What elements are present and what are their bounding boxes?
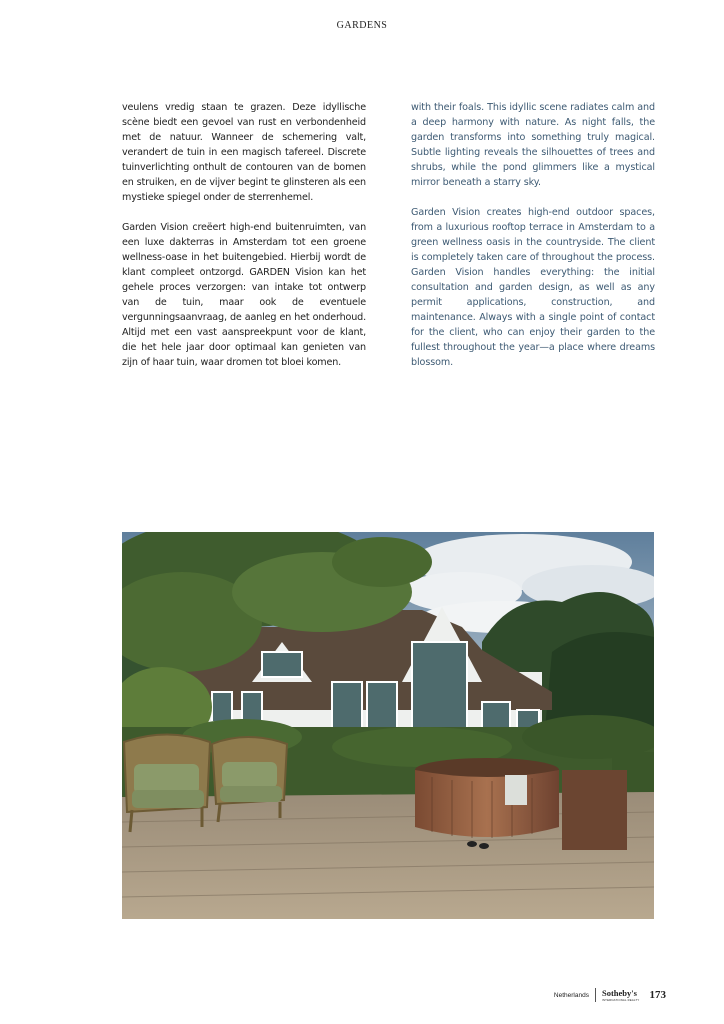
page-footer: [554, 988, 666, 1002]
english-text-column: [411, 100, 655, 385]
page-number: 173: [649, 989, 666, 1001]
dutch-paragraph-2: Garden Vision creëert high-end buitenruimten, van een luxe dakterras in Amsterdam tot een groene wellness-oase in het buitengebied. Hierbij wordt de klant compleet ontzorgd. GARDEN Vision kan het gehele proces verzorgen: van intake tot ontwerp van de tuin, maar ook de eventuele vergunningsaanvraag, de aanleg en het onderhoud. Altijd met een vast aanspreekpunt voor de klant, die het hele jaar door optimaal kan genieten van zijn of haar tuin, waar dromen tot bloei komen.: [122, 222, 366, 368]
brand-logo: [602, 989, 640, 1002]
footer-region: Netherlands: [553, 991, 589, 999]
dutch-paragraph-1: veulens vredig staan te grazen. Deze idyllische scène biedt een gevoel van rust en verbondenheid met de natuur. Wanneer de schemering valt, verandert de tuin in een magisch tafereel. Discrete tuinverlichting onthult de contouren van de bomen en struiken, en de vijver begint te glinsteren als een mystieke spiegel onder de sterrenhemel.: [122, 102, 366, 203]
section-header: GARDENS: [336, 20, 388, 31]
english-paragraph-1: with their foals. This idyllic scene radiates calm and a deep harmony with nature. As night falls, the garden transforms into something truly magical. Subtle lighting reveals the silhouettes of trees and shrubs, while the pond glimmers like a mystical mirror beneath a starry sky.: [411, 102, 655, 188]
brand-subtitle: INTERNATIONAL REALTY: [601, 997, 640, 1002]
footer-divider: [595, 988, 596, 1002]
garden-photo: [122, 532, 654, 919]
dutch-text-column: [122, 100, 366, 385]
brand-name: Sotheby's: [601, 987, 637, 998]
english-paragraph-2: Garden Vision creates high-end outdoor spaces, from a luxurious rooftop terrace in Amsterdam to a green wellness oasis in the countryside. The client is completely taken care of throughout the process. Garden Vision handles everything: the initial consultation and garden design, as well as any permit applications, construction, and maintenance. Always with a single point of contact for the client, who can enjoy their garden to the fullest throughout the year—a place where dreams blossom.: [411, 207, 655, 368]
